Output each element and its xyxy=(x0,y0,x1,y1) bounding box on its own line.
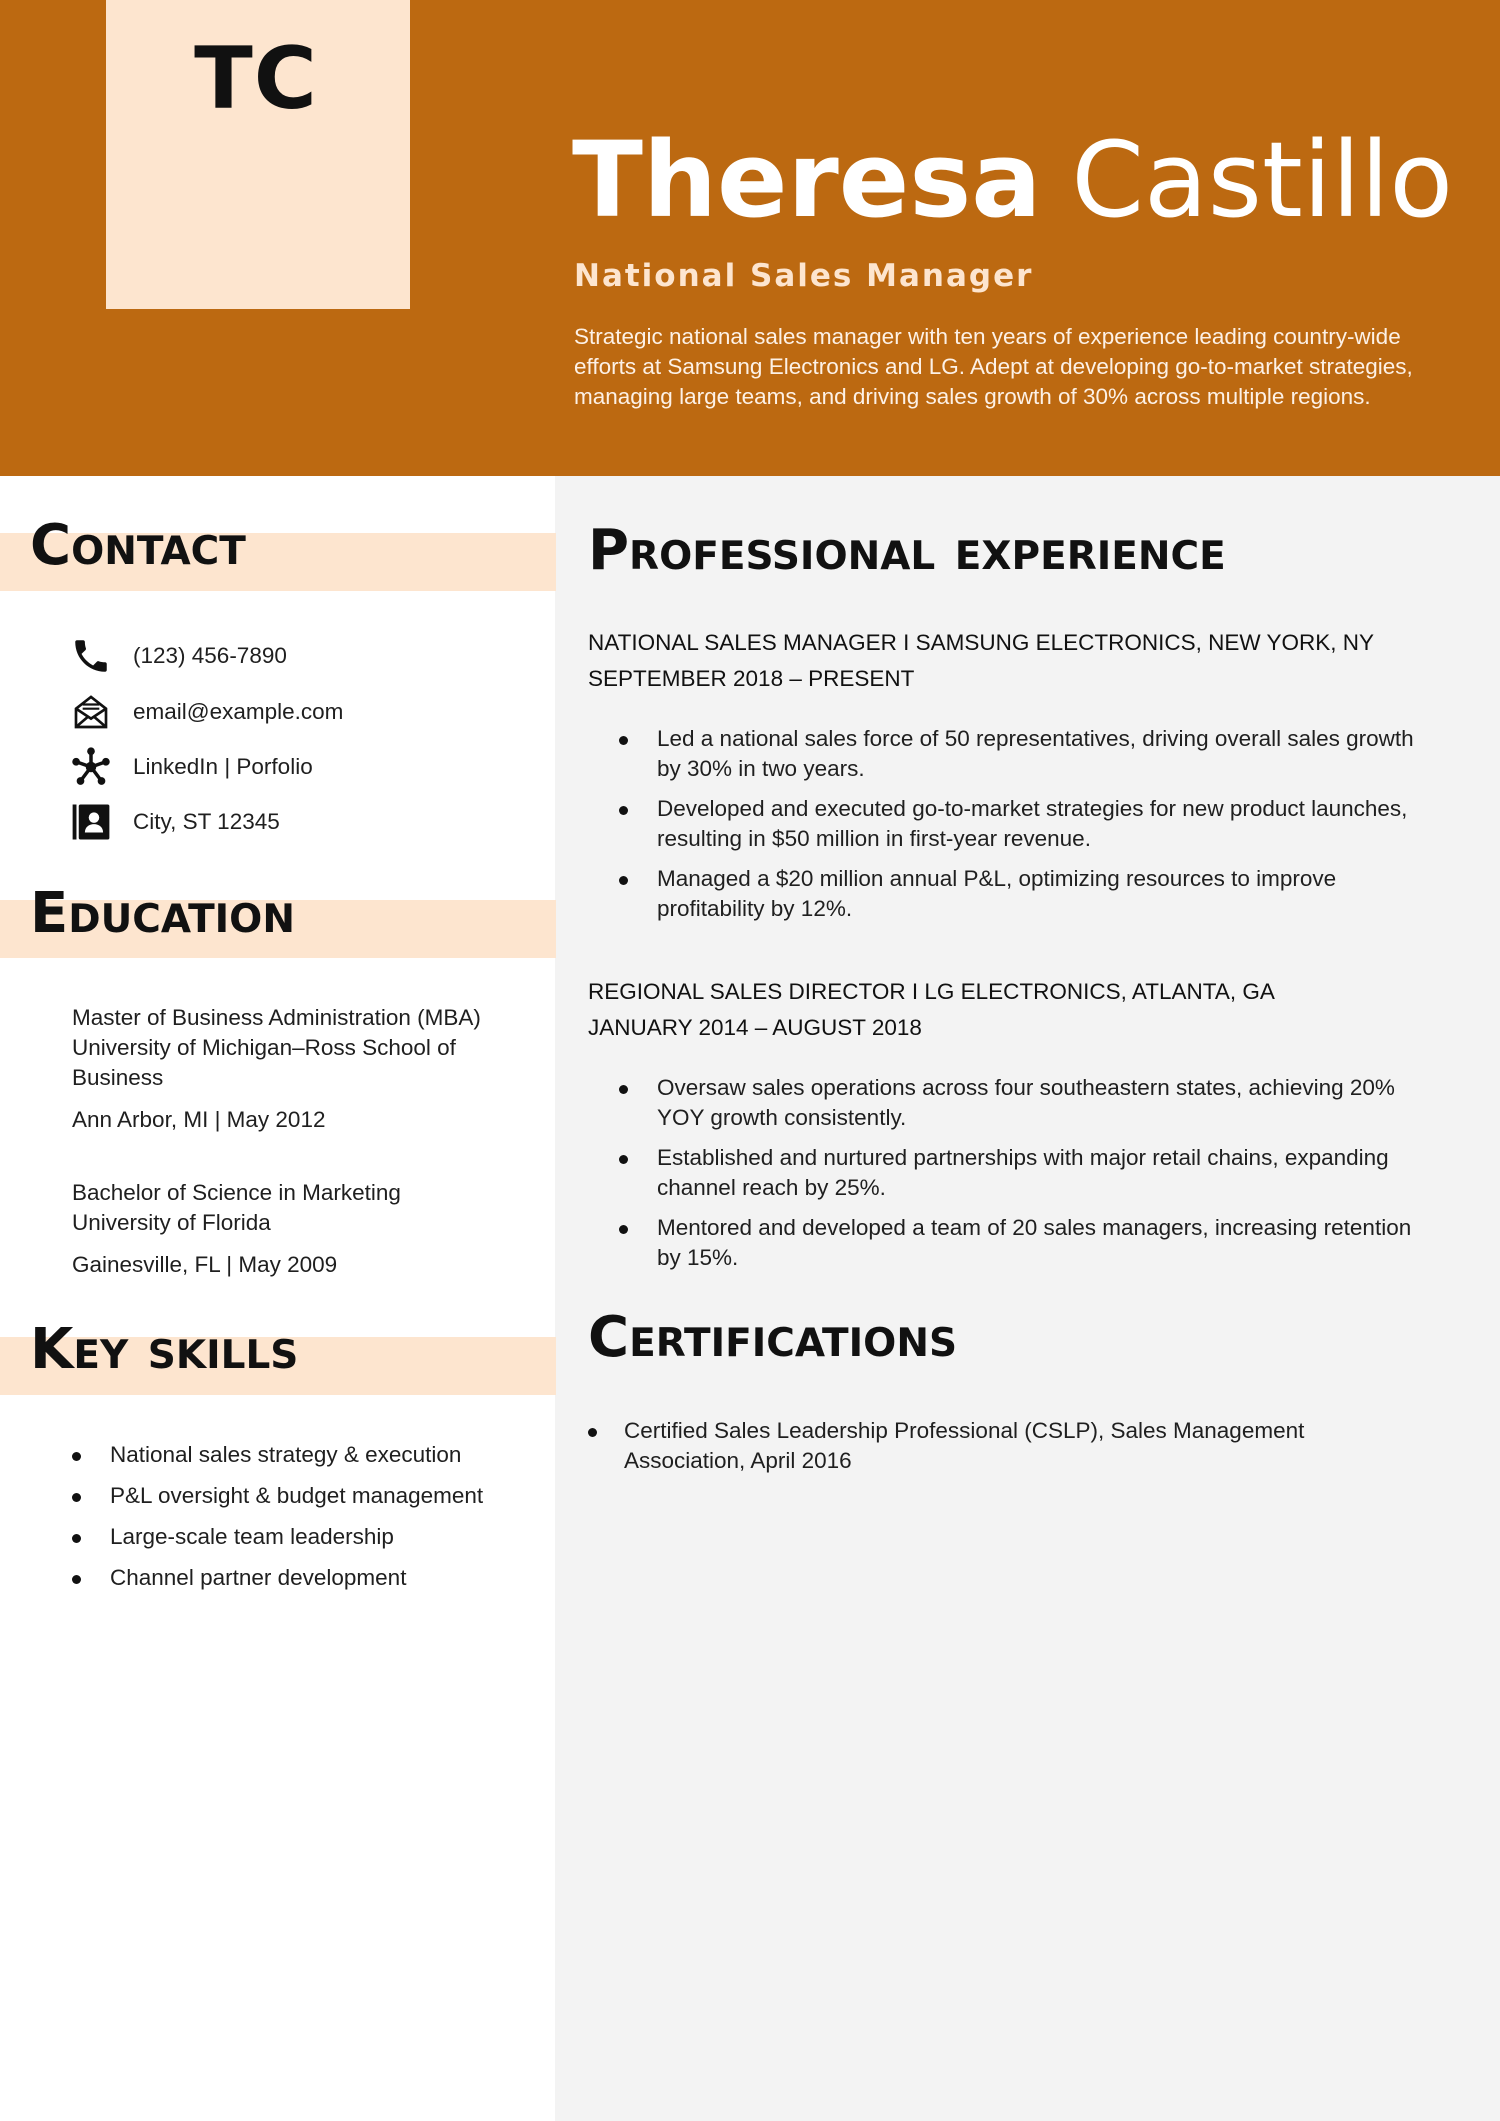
job-bullets-samsung xyxy=(588,724,1438,934)
education-entry-bs xyxy=(72,1178,532,1280)
achievement-item: Managed a $20 million annual P&L, optimizing resources to improve profitability by 12%. xyxy=(588,864,1438,924)
email-address: email@example.com xyxy=(133,699,344,724)
job-dates: JANUARY 2014 – AUGUST 2018 xyxy=(588,1015,922,1040)
monogram-box xyxy=(106,0,410,309)
skill-item: Large-scale team leadership xyxy=(72,1522,483,1552)
monogram: TC xyxy=(194,28,318,129)
skill-item: Channel partner development xyxy=(72,1563,483,1593)
achievement-item: Led a national sales force of 50 representatives, driving overall sales growth by 30% in two years. xyxy=(588,724,1438,784)
email-icon xyxy=(70,691,112,733)
candidate-name xyxy=(572,119,1454,241)
contact-heading: Contact xyxy=(30,513,246,578)
contact-phone xyxy=(70,634,287,678)
skill-item: National sales strategy & execution xyxy=(72,1440,483,1470)
job-title: National Sales Manager xyxy=(574,258,1034,294)
achievement-item: Developed and executed go-to-market strategies for new product launches, resulting in $50 million in first-year revenue. xyxy=(588,794,1438,854)
skills-heading: Key skills xyxy=(30,1317,299,1382)
right-column xyxy=(555,476,1500,2121)
job-title-line: NATIONAL SALES MANAGER I SAMSUNG ELECTRONICS, NEW YORK, NY xyxy=(588,630,1374,655)
education-heading: Education xyxy=(30,881,295,946)
first-name: Theresa xyxy=(572,119,1042,241)
degree: Master of Business Administration (MBA) xyxy=(72,1005,481,1030)
skill-item: P&L oversight & budget management xyxy=(72,1481,483,1511)
contact-email xyxy=(70,690,343,734)
job-title-line: REGIONAL SALES DIRECTOR I LG ELECTRONICS, ATLANTA, GA xyxy=(588,979,1275,1004)
achievement-item: Mentored and developed a team of 20 sales managers, increasing retention by 15%. xyxy=(588,1213,1438,1273)
network-icon xyxy=(70,746,112,788)
achievement-item: Established and nurtured partnerships with major retail chains, expanding channel reach by 25%. xyxy=(588,1143,1438,1203)
professional-summary: Strategic national sales manager with ten years of experience leading country-wide efforts at Samsung Electronics and LG. Adept at developing go-to-market strategies, managing large teams, and driving sales growth of 30% across multiple regions. xyxy=(574,324,1413,409)
phone-icon xyxy=(70,635,112,677)
achievement-item: Oversaw sales operations across four southeastern states, achieving 20% YOY growth consistently. xyxy=(588,1073,1438,1133)
job-header-lg xyxy=(588,974,1275,1046)
job-bullets-lg xyxy=(588,1073,1438,1283)
job-header-samsung xyxy=(588,625,1374,697)
education-entry-mba xyxy=(72,1003,532,1135)
address-card-icon xyxy=(70,801,112,843)
certifications-list xyxy=(588,1416,1388,1476)
experience-heading: Professional experience xyxy=(588,518,1226,583)
linkedin-portfolio: LinkedIn | Porfolio xyxy=(133,754,313,779)
education-location-date: Ann Arbor, MI | May 2012 xyxy=(72,1107,326,1132)
resume-header xyxy=(0,0,1500,476)
school: University of Michigan–Ross School of Business xyxy=(72,1035,456,1090)
job-dates: SEPTEMBER 2018 – PRESENT xyxy=(588,666,915,691)
contact-address xyxy=(70,800,280,844)
degree: Bachelor of Science in Marketing xyxy=(72,1180,401,1205)
school: University of Florida xyxy=(72,1210,271,1235)
skills-list xyxy=(72,1440,483,1604)
education-location-date: Gainesville, FL | May 2009 xyxy=(72,1252,338,1277)
certifications-heading: Certifications xyxy=(588,1305,958,1370)
certification-item: Certified Sales Leadership Professional (CSLP), Sales Management Association, April 2016 xyxy=(588,1416,1388,1476)
contact-links xyxy=(70,745,313,789)
phone-number: (123) 456-7890 xyxy=(133,643,287,668)
city-state-zip: City, ST 12345 xyxy=(133,809,280,834)
last-name: Castillo xyxy=(1071,119,1454,241)
